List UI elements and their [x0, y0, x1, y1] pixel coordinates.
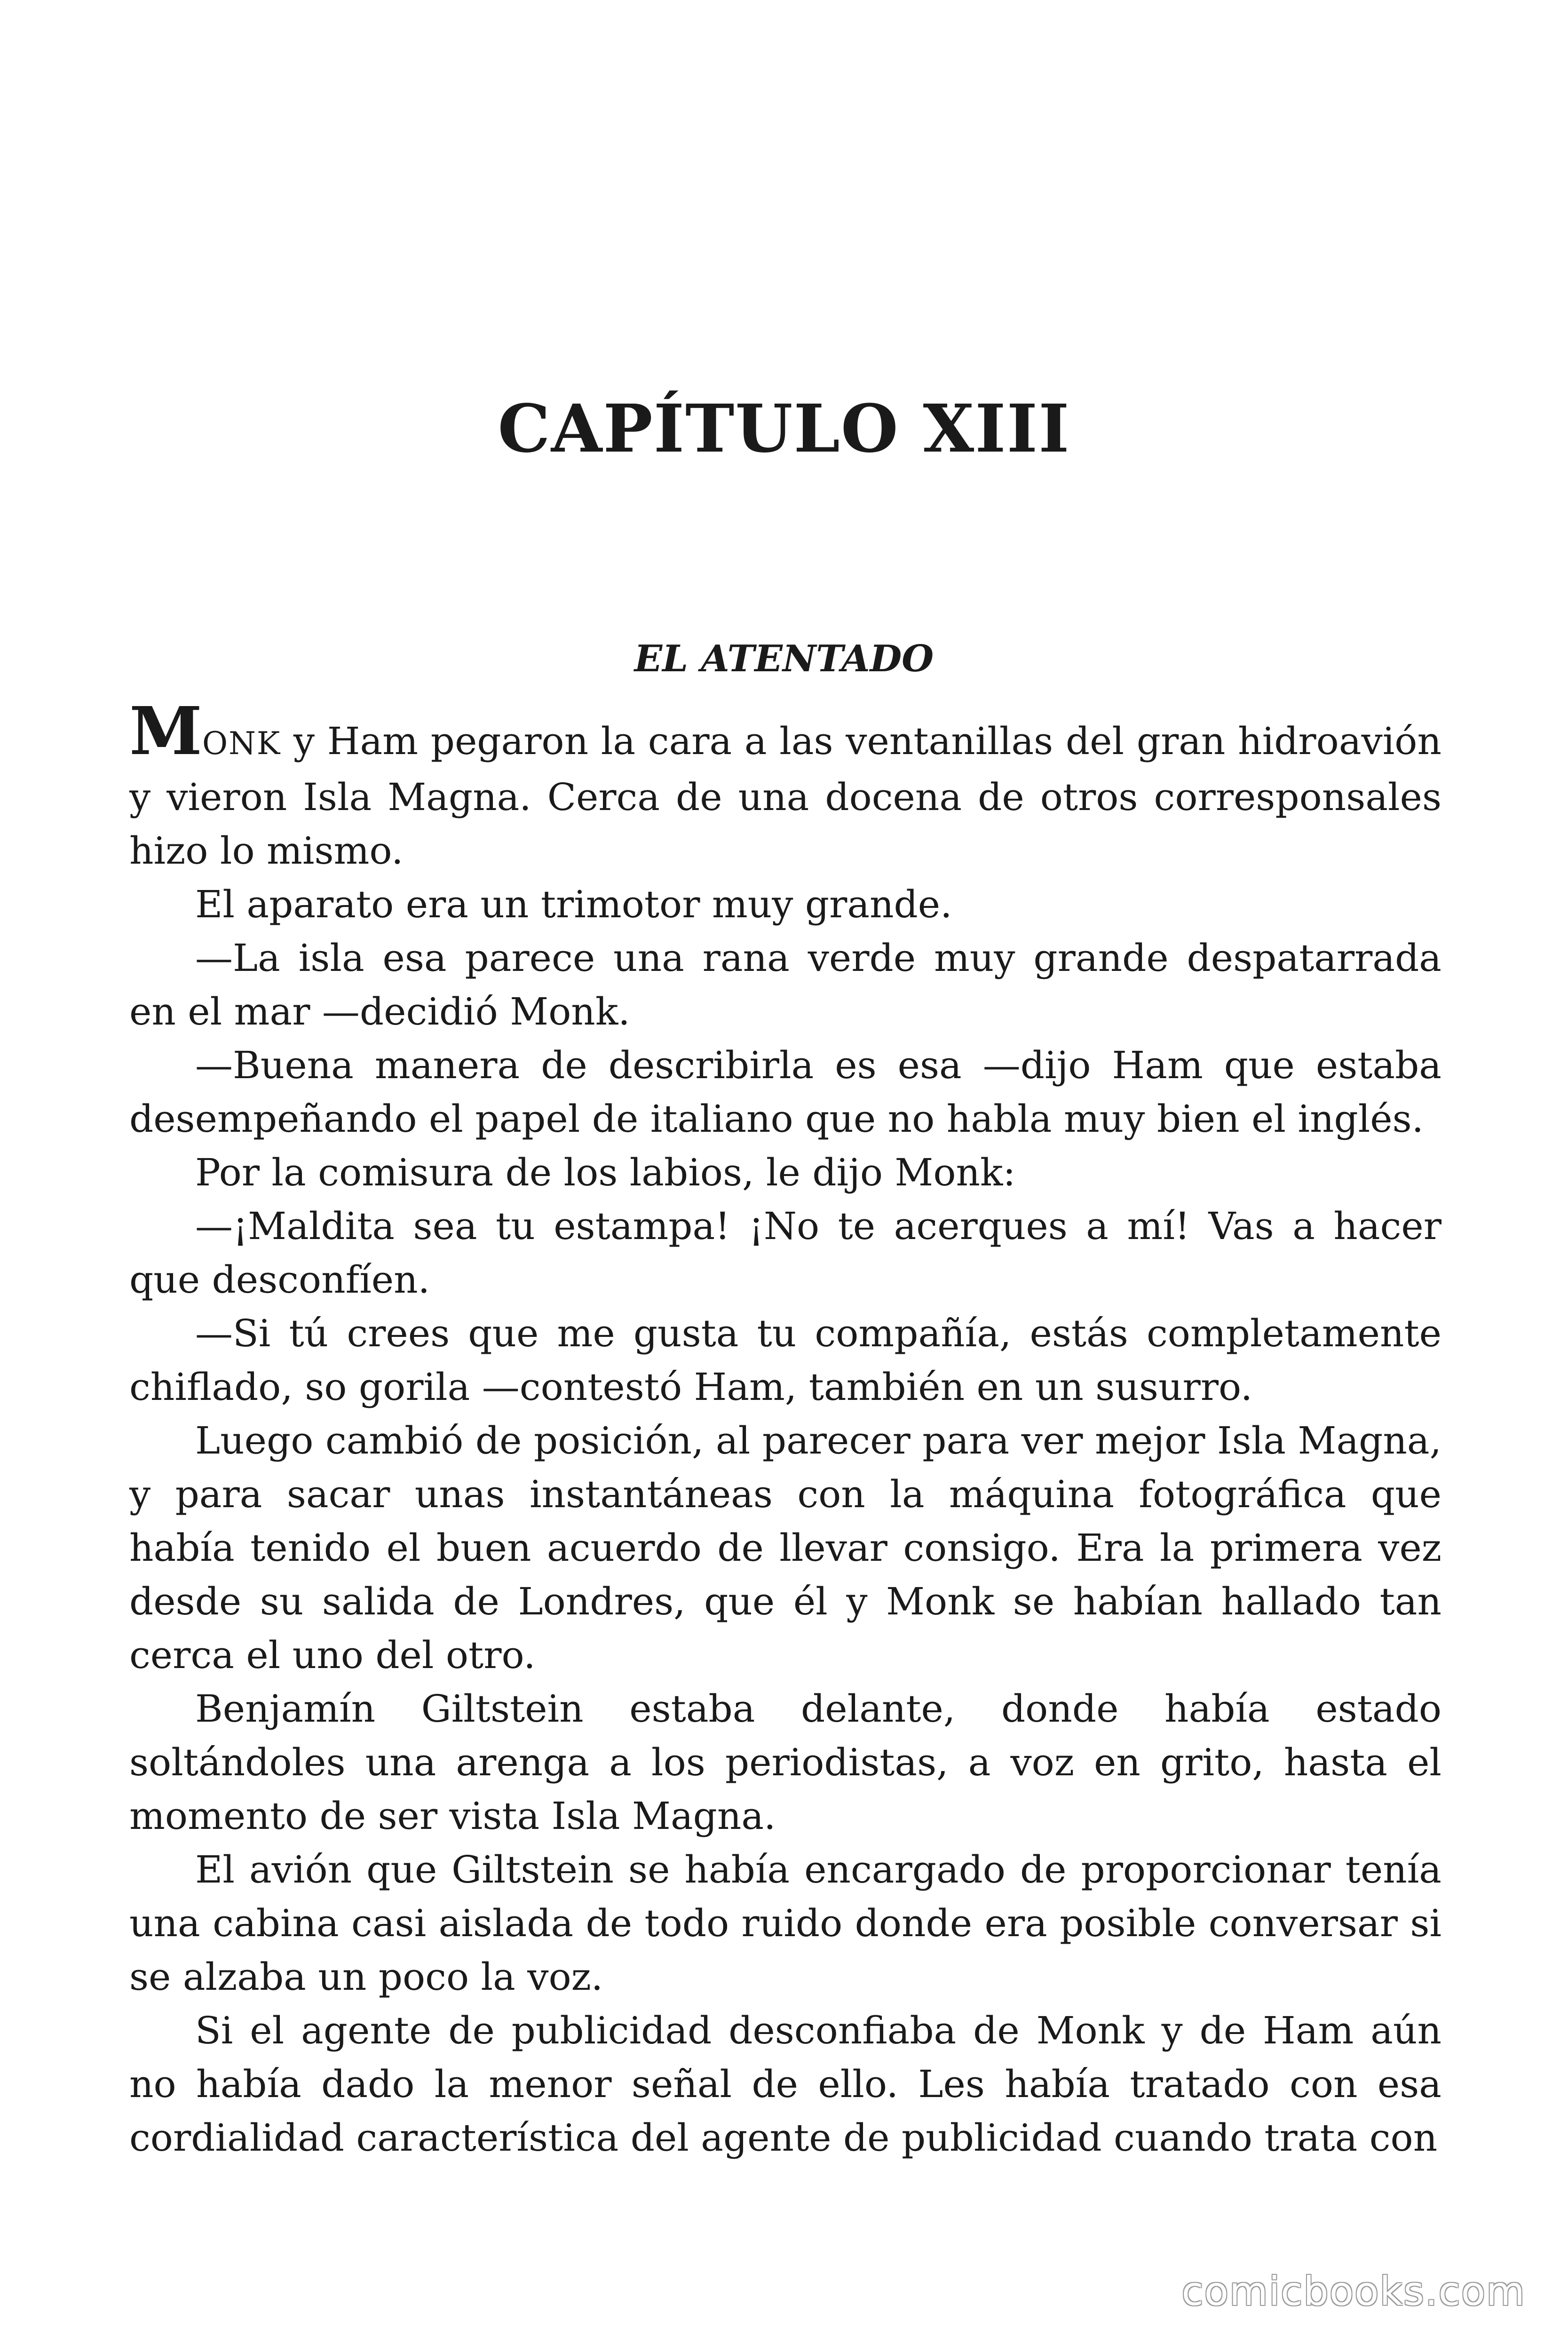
- chapter-subtitle: EL ATENTADO: [634, 637, 934, 680]
- first-word-smallcaps: ONK: [202, 725, 281, 762]
- paragraph-text: y Ham pegaron la cara a las ventanillas del gran hidroavión y vieron Isla Magna. Cerca de una docena de otros corresponsales hizo lo mismo.: [129, 719, 1441, 873]
- paragraph: Benjamín Giltstein estaba delante, donde había estado soltándoles una arenga a los periodistas, a voz en grito, hasta el momento de ser vista Isla Magna.: [129, 1687, 1441, 1838]
- paragraph: [129, 693, 1441, 878]
- paragraph: —Buena manera de describirla es esa —dijo Ham que estaba desempeñando el papel de italiano que no habla muy bien el inglés.: [129, 1043, 1441, 1141]
- body-text: [129, 693, 1441, 2165]
- paragraph: Luego cambió de posición, al parecer para ver mejor Isla Magna, y para sacar unas instantáneas con la máquina fotográfica que había tenido el buen acuerdo de llevar consigo. Era la primera vez desde su salida de Londres, que él y Monk se habían hallado tan cerca el uno del otro.: [129, 1419, 1441, 1677]
- paragraph: —¡Maldita sea tu estampa! ¡No te acerques a mí! Vas a hacer que desconfíen.: [129, 1204, 1441, 1302]
- paragraph: Por la comisura de los labios, le dijo Monk:: [195, 1151, 1016, 1194]
- paragraph: Si el agente de publicidad desconfiaba de Monk y de Ham aún no había dado la menor señal de ello. Les había tratado con esa cordialidad característica del agente de publicidad cuando trata con: [129, 2009, 1441, 2160]
- paragraph: —Si tú crees que me gusta tu compañía, estás completamente chiflado, so gorila —contestó Ham, también en un susurro.: [129, 1311, 1441, 1409]
- drop-cap: M: [129, 693, 202, 770]
- paragraph: El avión que Giltstein se había encargado de proporcionar tenía una cabina casi aislada de todo ruido donde era posible conversar si se alzaba un poco la voz.: [129, 1848, 1441, 1999]
- chapter-title: CAPÍTULO XIII: [498, 390, 1070, 468]
- paragraph: —La isla esa parece una rana verde muy grande despatarrada en el mar —decidió Monk.: [129, 936, 1441, 1033]
- watermark: comicbooks.com: [1181, 2268, 1526, 2314]
- paragraph: El aparato era un trimotor muy grande.: [195, 882, 952, 926]
